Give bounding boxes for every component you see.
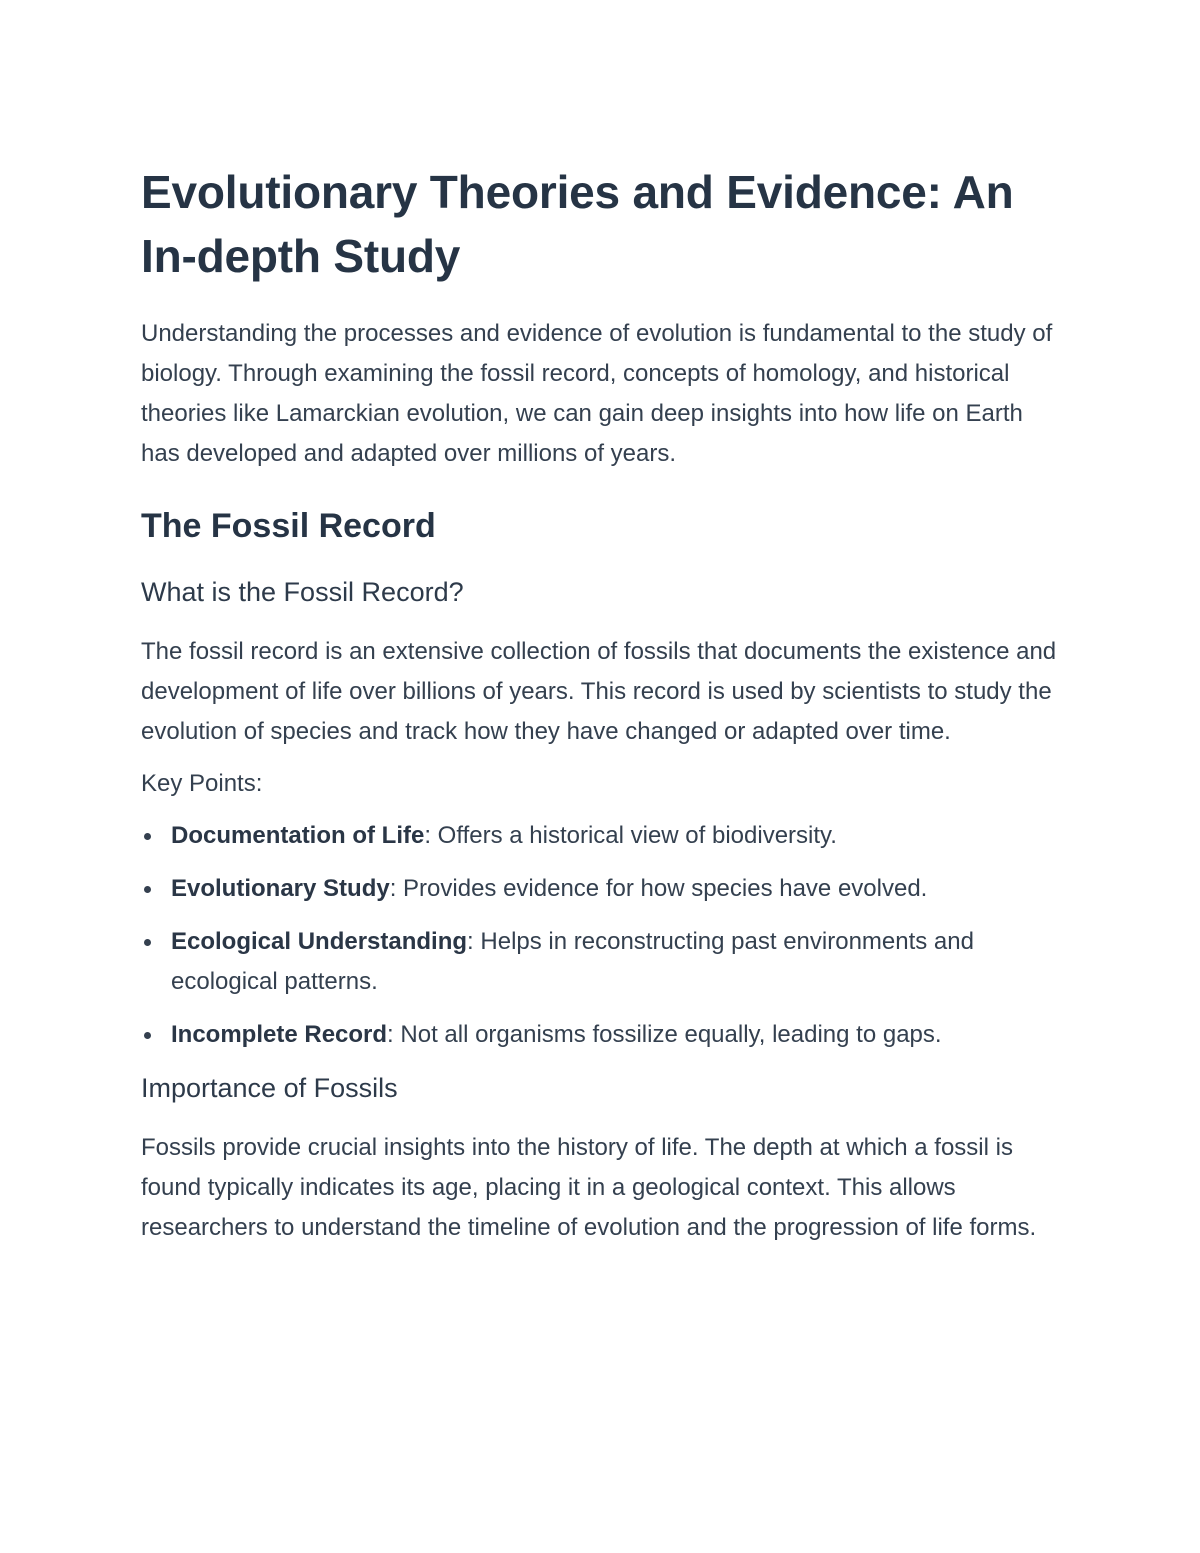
list-item [141,816,1061,856]
list-item-text: : Helps in reconstructing past environments and ecological patterns. [171,928,974,995]
list-item-term: Evolutionary Study [171,875,390,902]
document-title: Evolutionary Theories and Evidence: An In-depth Study [141,166,1014,282]
subheading-importance-of-fossils: Importance of Fossils [141,1073,398,1103]
section-heading-fossil-record: The Fossil Record [141,507,436,545]
list-item [141,869,1061,909]
importance-paragraph: Fossils provide crucial insights into the history of life. The depth at which a fossil is found typically indicates its age, placing it in a geological context. This allows researchers to understand the timeline of evolution and the progression of life forms. [141,1134,1037,1241]
key-points-label: Key Points: [141,770,263,797]
list-item-term: Incomplete Record [171,1021,388,1048]
document-page [141,160,1061,1248]
key-points-list [141,816,1061,1055]
list-item [141,1015,1061,1055]
list-item-text: : Not all organisms fossilize equally, leading to gaps. [387,1021,942,1048]
list-item-term: Documentation of Life [171,822,425,849]
subheading-what-is-fossil-record: What is the Fossil Record? [141,577,464,607]
fossil-record-paragraph: The fossil record is an extensive collection of fossils that documents the existence and development of life over billions of years. This record is used by scientists to study the evolution of species and track how they have changed or adapted over time. [141,638,1057,745]
list-item-text: : Provides evidence for how species have evolved. [389,875,928,902]
list-item-term: Ecological Understanding [171,928,468,955]
list-item-text: : Offers a historical view of biodiversity. [424,822,837,849]
intro-paragraph: Understanding the processes and evidence of evolution is fundamental to the study of biology. Through examining the fossil record, concepts of homology, and historical theories like Lamarckian evolution, we can gain deep insights into how life on Earth has developed and adapted over millions of years. [141,320,1053,467]
list-item [141,922,1061,1002]
